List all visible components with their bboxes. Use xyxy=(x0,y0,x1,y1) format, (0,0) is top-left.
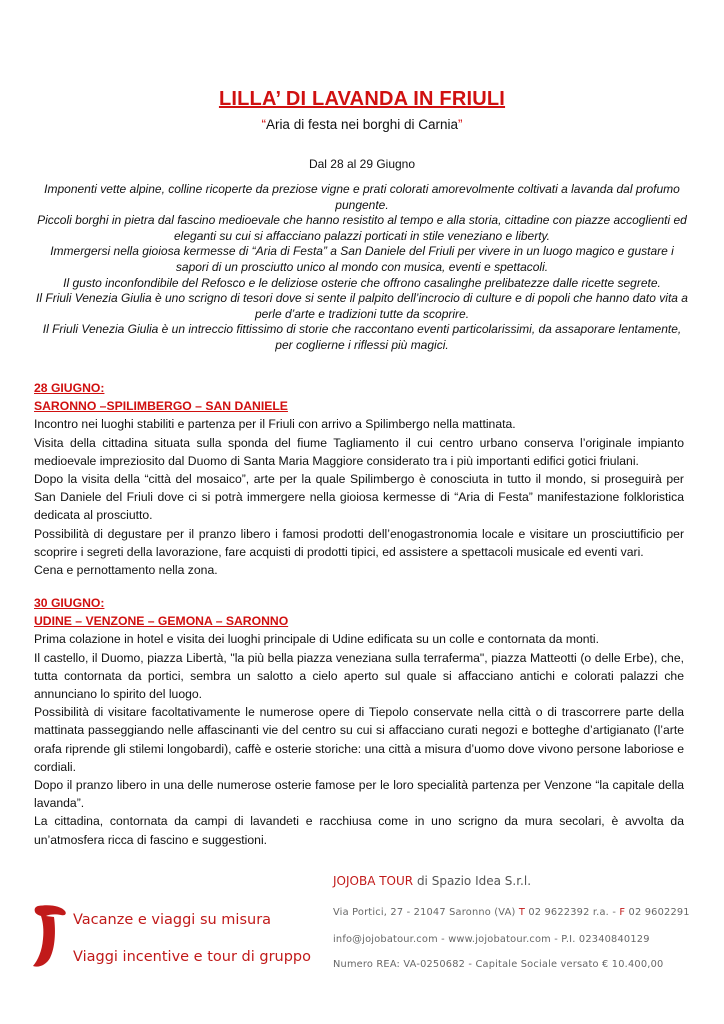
fax-label: F xyxy=(619,907,626,918)
day-2-date: 30 GIUGNO: xyxy=(34,596,105,610)
day-2-paragraph: Prima colazione in hotel e visita dei luoghi principale di Udine edificata su un colle e contornata da monti. xyxy=(34,632,600,647)
subtitle-open-quote: “ xyxy=(261,117,266,132)
day-2-paragraph: Il castello, il Duomo, piazza Libertà, "la più bella piazza veneziana sulla terraferma", piazza Matteotti (o delle Erbe), che, tutta contornata da portici, sembra un salotto a cielo aperto sul quale si affacciano antichi e colorati palazzi che annunciano lo spirito del luogo. xyxy=(34,650,684,702)
intro-paragraph: Il Friuli Venezia Giulia è un intreccio fittissimo di storie che raccontano eventi particolarissimi, da assaporare lentamente, per coglierne i riflessi più magici. xyxy=(42,322,682,352)
company-contacts: info@jojobatour.com - www.jojobatour.com - P.I. 02340840129 xyxy=(333,934,650,945)
tagline-group-tours: Viaggi incentive e tour di gruppo xyxy=(73,949,312,965)
company-name xyxy=(333,874,531,888)
phone-number: 02 9622392 r.a. - xyxy=(525,907,620,918)
brand-name: JOJOBA TOUR xyxy=(333,874,414,888)
page-subtitle xyxy=(0,117,724,132)
day-1-paragraph: Cena e pernottamento nella zona. xyxy=(34,563,218,578)
address-text: Via Portici, 27 - 21047 Saronno (VA) xyxy=(333,907,519,918)
subtitle-text: Aria di festa nei borghi di Carnia xyxy=(265,117,459,132)
day-1-paragraph: Incontro nei luoghi stabiliti e partenza per il Friuli con arrivo a Spilimbergo nella mattinata. xyxy=(34,417,516,432)
intro-paragraph: Piccoli borghi in pietra dal fascino medioevale che hanno resistito al tempo e alla storia, cittadine con piazze accoglienti ed eleganti su cui si affacciano palazzi porticati in stile veneziano e liberty. xyxy=(37,213,687,243)
day-1-paragraph: Dopo la visita della “città del mosaico”, arte per la quale Spilimbergo è conosciuta in tutto il mondo, si proseguirà per San Daniele del Friuli dove ci si potrà immergere nella gioiosa kermesse di “Aria di Festa” manifestazione folkloristica dedicata al prosciutto. xyxy=(34,472,684,523)
intro-paragraph: Il gusto inconfondibile del Refosco e le deliziose osterie che offrono casalinghe prelibatezze dalle ricette segrete. xyxy=(63,275,661,290)
page-title: LILLA’ DI LAVANDA IN FRIULI xyxy=(218,88,506,110)
day-1-paragraph: Possibilità di degustare per il pranzo libero i famosi prodotti dell’enogastronomia locale e visitare un prosciuttificio per scoprire i segreti della lavorazione, fare acquisti di prodotti tipici, ed assistere a spettacoli musicale ed eventi vari. xyxy=(34,526,684,559)
company-address xyxy=(333,907,690,918)
phone-label: T xyxy=(518,907,525,918)
intro-paragraph: Imponenti vette alpine, colline ricoperte da preziose vigne e prati colorati amorevolmente coltivati a lavanda dal profumo pungente. xyxy=(44,182,680,212)
tour-dates: Dal 28 al 29 Giugno xyxy=(308,157,416,171)
company-registry: Numero REA: VA-0250682 - Capitale Sociale versato € 10.400,00 xyxy=(333,959,664,970)
tagline-tailored-trips: Vacanze e viaggi su misura xyxy=(73,912,272,928)
day-1-paragraph: Visita della cittadina situata sulla sponda del fiume Tagliamento il cui centro urbano conserva l’originale impianto medioevale impreziosito dal Duomo di Santa Maria Maggiore considerato tra i più importanti edifici gotici friulani. xyxy=(34,435,684,468)
jojoba-logo-icon xyxy=(30,902,70,970)
day-2-paragraph: La cittadina, contornata da campi di lavandeti e racchiusa come in uno scrigno da mura secolari, è avvolta da un’atmosfera ricca di fascino e suggestioni. xyxy=(34,814,684,847)
day-2-route: UDINE – VENZONE – GEMONA – SARONNO xyxy=(34,614,289,629)
fax-number: 02 9602291 xyxy=(625,907,690,918)
intro-paragraph: Il Friuli Venezia Giulia è uno scrigno di tesori dove si sente il palpito dell’incrocio di culture e di popoli che hanno dato vita a perle d’arte e tradizioni tutte da scoprire. xyxy=(36,291,688,321)
intro-paragraph: Immergersi nella gioiosa kermesse di “Aria di Festa” a San Daniele del Friuli per vivere in un luogo magico e gustare i sapori di un prosciutto unico al mondo con musica, eventi e spettacoli. xyxy=(50,244,674,274)
day-2-section xyxy=(34,594,684,849)
day-2-paragraph: Dopo il pranzo libero in una delle numerose osterie famose per le loro specialità partenza per Venzone “la capitale della lavanda”. xyxy=(34,778,684,811)
day-1-section xyxy=(34,379,684,579)
company-legal-name: di Spazio Idea S.r.l. xyxy=(413,874,532,888)
day-2-paragraph: Possibilità di visitare facoltativamente le numerose opere di Tiepolo conservate nella città o di trascorrere parte della mattinata passeggiando nelle affascinanti vie del centro su cui si affacciano curati negozi e botteghe d’artigianato (l’arte orafa riprende gli stilemi longobardi), caffè e osterie storiche: una città a misura d’uomo dove vivono persone laboriose e cordiali. xyxy=(34,705,684,774)
day-1-route: SARONNO –SPILIMBERGO – SAN DANIELE xyxy=(34,399,288,414)
day-1-date: 28 GIUGNO: xyxy=(34,381,105,395)
intro-text xyxy=(34,182,690,354)
subtitle-close-quote: ” xyxy=(458,117,463,132)
